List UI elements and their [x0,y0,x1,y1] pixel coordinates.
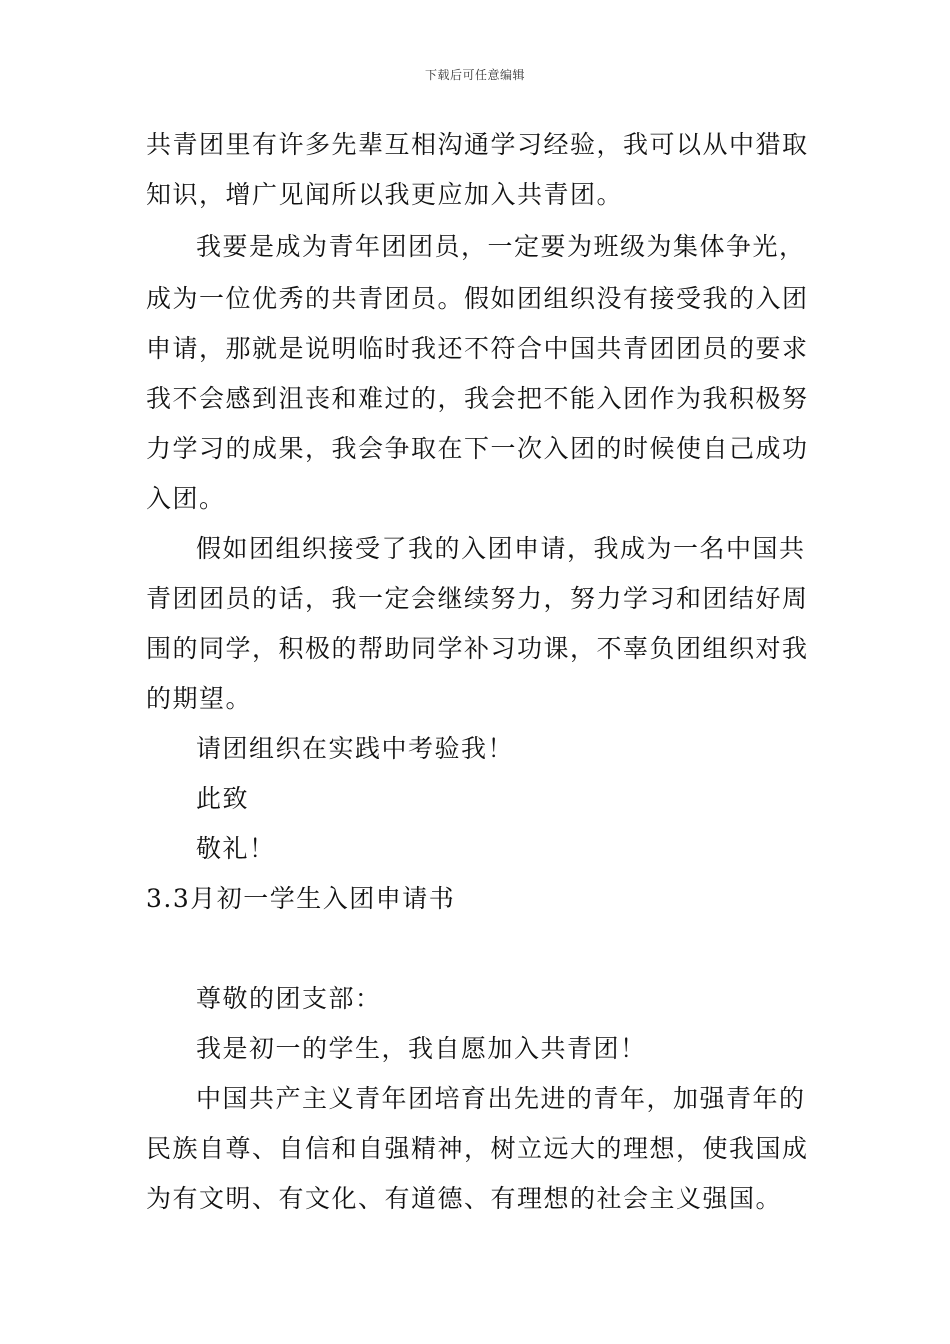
salutation-line: 尊敬的团支部： [196,984,382,1013]
paragraph-line: 成为一位优秀的共青团员。假如团组织没有接受我的入团 [146,284,809,313]
paragraph-line: 假如团组织接受了我的入团申请，我成为一名中国共 [196,534,806,563]
paragraph-line: 请团组织在实践中考验我！ [196,734,515,763]
paragraph-line: 围的同学，积极的帮助同学补习功课，不辜负团组织对我 [146,634,809,663]
paragraph-line: 知识，增广见闻所以我更应加入共青团。 [146,180,624,209]
paragraph-line: 青团团员的话，我一定会继续努力，努力学习和团结好周 [146,584,809,613]
paragraph-line: 民族自尊、自信和自强精神，树立远大的理想，使我国成 [146,1134,809,1163]
paragraph-line: 申请，那就是说明临时我还不符合中国共青团团员的要求 [146,334,809,363]
paragraph-line: 中国共产主义青年团培育出先进的青年，加强青年的 [196,1084,806,1113]
page-header: 下载后可任意编辑 [424,68,525,82]
paragraph-line: 敬礼！ [196,834,276,863]
paragraph-line: 我是初一的学生，我自愿加入共青团！ [196,1034,647,1063]
paragraph-line: 我要是成为青年团团员，一定要为班级为集体争光， [196,232,806,261]
paragraph-line: 力学习的成果，我会争取在下一次入团的时候使自己成功 [146,434,809,463]
section-heading: 3.3月初一学生入团申请书 [146,884,456,913]
paragraph-line: 的期望。 [146,684,253,713]
paragraph-line: 共青团里有许多先辈互相沟通学习经验，我可以从中猎取 [146,130,809,159]
paragraph-line: 为有文明、有文化、有道德、有理想的社会主义强国。 [146,1184,783,1213]
paragraph-line: 我不会感到沮丧和难过的，我会把不能入团作为我积极努 [146,384,809,413]
paragraph-line: 入团。 [146,484,226,513]
paragraph-line: 此致 [196,784,250,813]
